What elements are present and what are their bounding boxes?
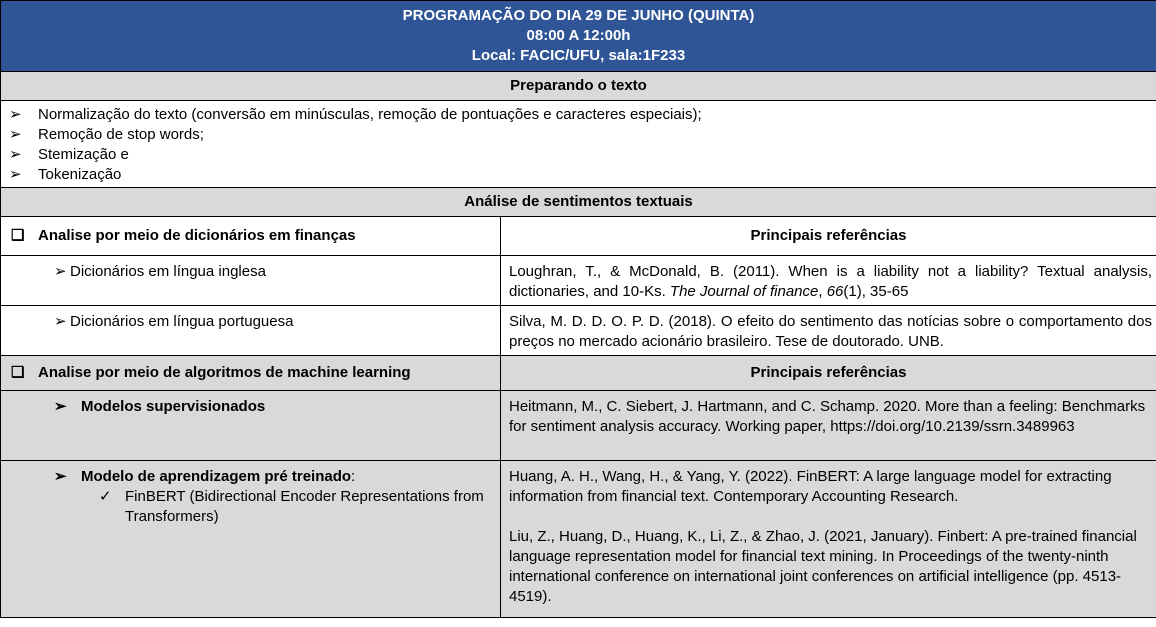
arrow-bullet-icon: ➢ (54, 468, 67, 485)
arrow-bullet-icon: ➢ (54, 263, 67, 280)
list-item: ➢ Remoção de stop words; (9, 126, 204, 143)
arrow-bullet-icon: ➢ (54, 313, 67, 330)
arrow-bullet-icon: ➢ (9, 106, 22, 123)
section-title-preparing: Preparando o texto (1, 72, 1156, 101)
check-icon: ✓ (99, 488, 112, 505)
arrow-bullet-icon: ➢ (9, 126, 22, 143)
section-title-sentiment: Análise de sentimentos textuais (1, 188, 1156, 217)
table-row (1, 306, 1156, 356)
arrow-bullet-icon: ➢ (9, 146, 22, 163)
preparing-bullet-list (1, 101, 1156, 188)
ml-item-pretrained: ➢ Modelo de aprendizagem pré treinado: ✓ FinBERT (Bidirectional Encoder Representations from Transformers) (1, 461, 501, 618)
checkbox-bullet-icon: ❑ (11, 364, 25, 381)
arrow-bullet-icon: ➢ (9, 166, 22, 183)
dictionary-ref-heading: Principais referências (501, 217, 1156, 256)
table-row (1, 391, 1156, 461)
ml-item-supervised: ➢ Modelos supervisionados (1, 391, 501, 461)
ml-heading: ❑ Analise por meio de algoritmos de machine learning (1, 356, 501, 391)
dict-item-english: ➢ Dicionários em língua inglesa (1, 256, 501, 306)
ref-liu: Liu, Z., Huang, D., Huang, K., Li, Z., & Zhao, J. (2021, January). Finbert: A pre-trained financial language representation model for financial text mining. In Proceedings of the twenty-ninth international conference on international joint conferences on artificial intelligence (pp. 4513-4519). (509, 528, 1137, 605)
list-item: ➢ Stemização e (9, 146, 129, 163)
dictionary-heading: ❑ Analise por meio de dicionários em finanças (1, 217, 501, 256)
list-item: ➢ Tokenização (9, 166, 122, 183)
ref-loughran: Loughran, T., & McDonald, B. (2011). When is a liability not a liability? Textual analysis, dictionaries, and 10-Ks. The Journal of finance, 66(1), 35-65 (501, 256, 1156, 306)
finbert-label: FinBERT (Bidirectional Encoder Representations from Transformers) (125, 488, 484, 525)
schedule-header (1, 1, 1156, 72)
table-row (1, 461, 1156, 618)
header-time: 08:00 A 12:00h (526, 27, 631, 44)
checkbox-bullet-icon: ❑ (11, 227, 25, 244)
ref-heitmann: Heitmann, M., C. Siebert, J. Hartmann, and C. Schamp. 2020. More than a feeling: Benchmarks for sentiment analysis accuracy. Working paper, https://doi.org/10.2139/ssrn.3489963 (501, 391, 1156, 461)
ref-huang: Huang, A. H., Wang, H., & Yang, Y. (2022). FinBERT: A large language model for extracting information from financial text. Contemporary Accounting Research. (509, 468, 1112, 505)
header-title: PROGRAMAÇÃO DO DIA 29 DE JUNHO (QUINTA) (402, 7, 755, 24)
ref-finbert (501, 461, 1156, 618)
dict-item-portuguese: ➢ Dicionários em língua portuguesa (1, 306, 501, 356)
table-row (1, 256, 1156, 306)
header-location: Local: FACIC/UFU, sala:1F233 (471, 47, 686, 64)
header-row (1, 1, 1156, 72)
list-item: ➢ Normalização do texto (conversão em minúsculas, remoção de pontuações e caracteres especiais); (9, 106, 702, 123)
ml-ref-heading: Principais referências (501, 356, 1156, 391)
ref-silva: Silva, M. D. D. O. P. D. (2018). O efeito do sentimento das notícias sobre o comportamento dos preços no mercado acionário brasileiro. Tese de doutorado. UNB. (501, 306, 1156, 356)
arrow-bullet-icon: ➢ (54, 398, 67, 415)
